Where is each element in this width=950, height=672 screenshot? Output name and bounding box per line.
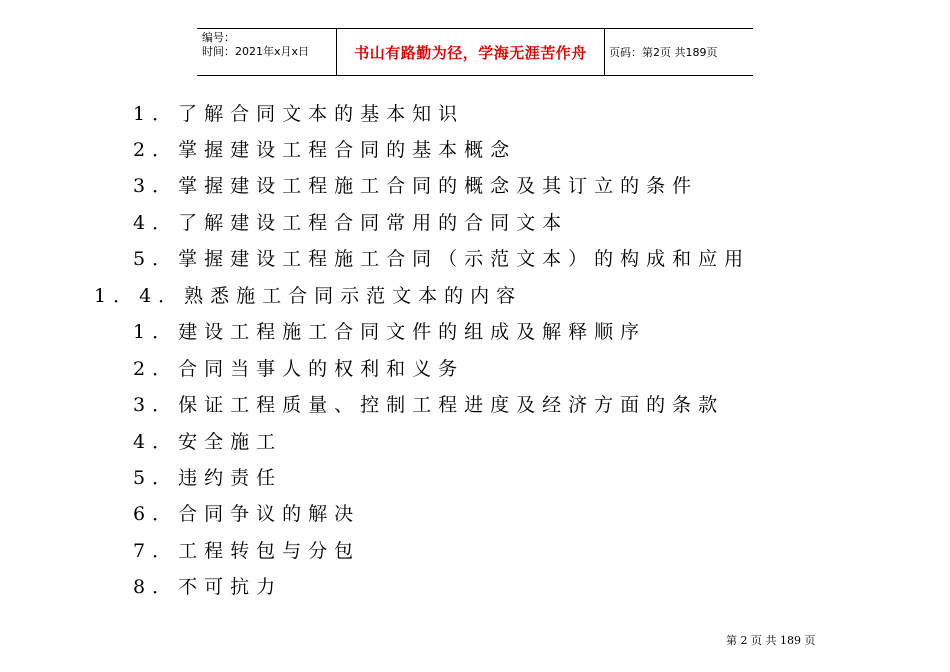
outline-item: 1．建设工程施工合同文件的组成及解释顺序	[133, 321, 647, 343]
outline-item: 3．掌握建设工程施工合同的概念及其订立的条件	[133, 175, 699, 197]
outline-item: 5．掌握建设工程施工合同（示范文本）的构成和应用	[133, 248, 751, 270]
outline-item: 6．合同争议的解决	[133, 503, 361, 525]
outline-item: 4．了解建设工程合同常用的合同文本	[133, 212, 569, 234]
outline-item: 5．违约责任	[133, 467, 283, 489]
outline-item: 7．工程转包与分包	[133, 540, 361, 562]
outline-item: 2．掌握建设工程合同的基本概念	[133, 139, 517, 161]
number-label: 编号：	[202, 31, 235, 44]
outline-item: 2．合同当事人的权利和义务	[133, 358, 465, 380]
outline-item: 1．了解合同文本的基本知识	[133, 103, 465, 125]
time-label: 时间：2021年x月x日	[202, 45, 310, 58]
outline-item: 4．安全施工	[133, 431, 283, 453]
header-motto: 书山有路勤为径，学海无涯苦作舟	[354, 43, 587, 62]
header-page-info: 页码：第2页 共189页	[609, 46, 718, 59]
section-heading: 1．4．熟悉施工合同示范文本的内容	[94, 285, 523, 307]
outline-item: 3．保证工程质量、控制工程进度及经济方面的条款	[133, 394, 725, 416]
header-meta	[202, 31, 309, 59]
page-footer: 第 2 页 共 189 页	[726, 634, 816, 647]
outline-item: 8．不可抗力	[133, 576, 283, 598]
page-header	[197, 28, 753, 76]
header-divider-right	[604, 28, 605, 76]
